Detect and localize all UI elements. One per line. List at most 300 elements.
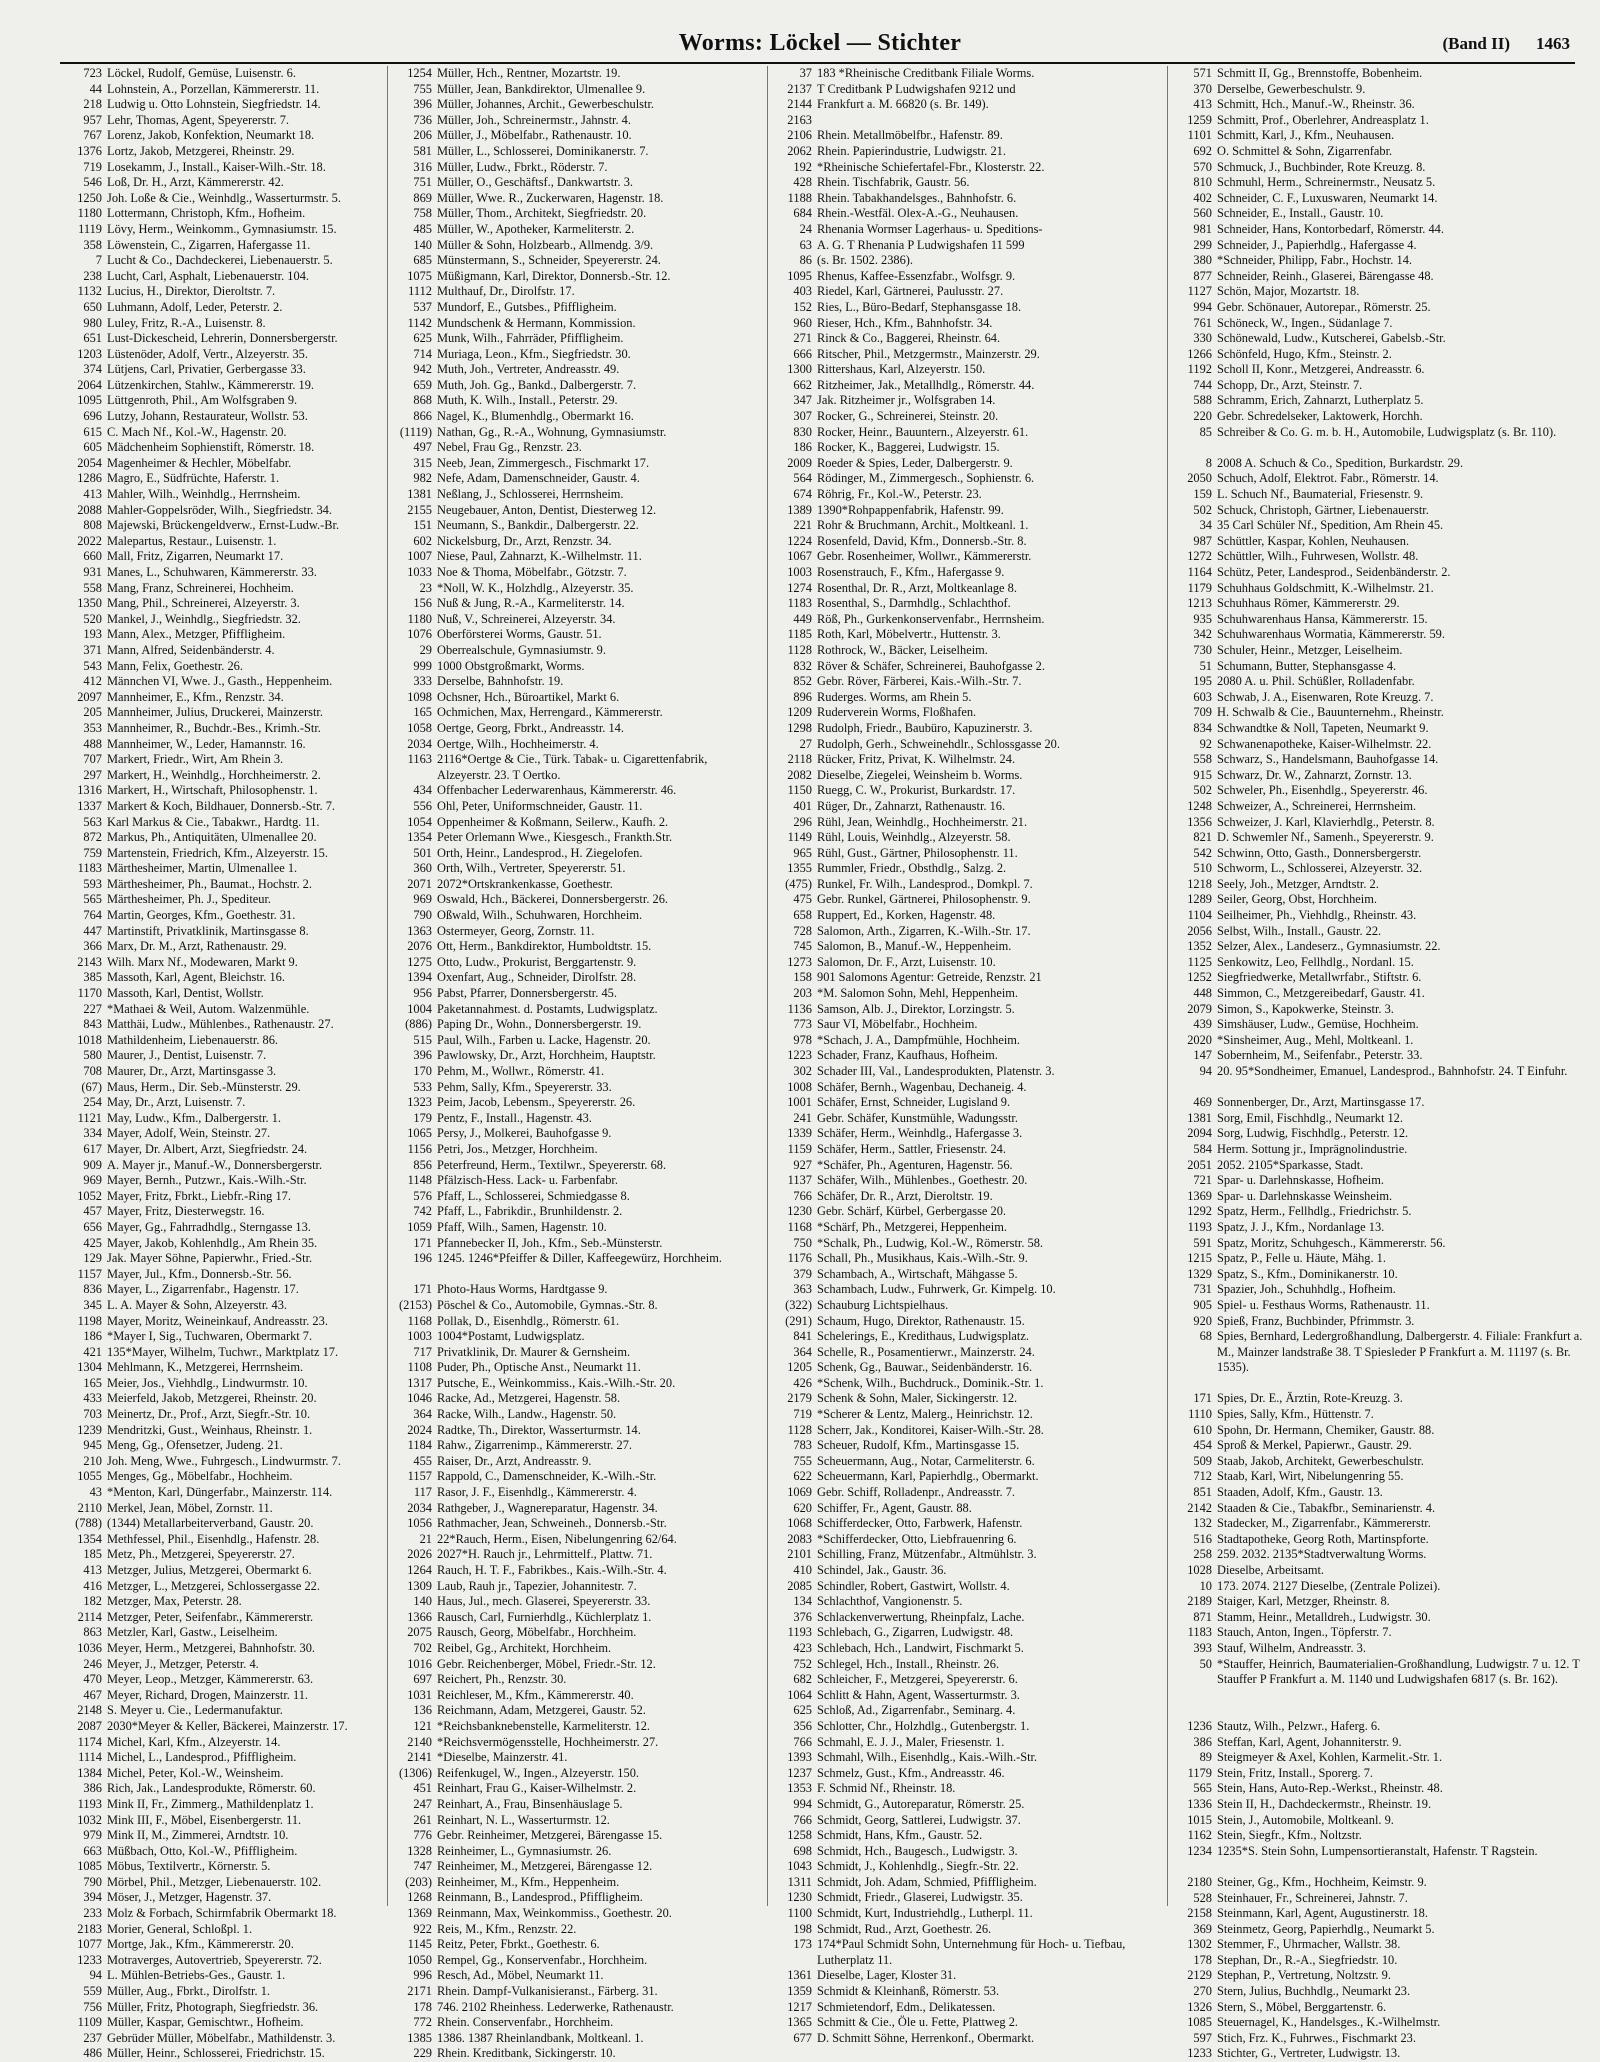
- directory-entry: [1170, 1984, 1585, 2000]
- phone-number: 2189: [1187, 1594, 1212, 1609]
- phone-number: 2034: [407, 736, 432, 751]
- phone-number: 834: [1193, 720, 1212, 735]
- phone-number: 185: [83, 1547, 102, 1562]
- subscriber-entry: Schlachthof, Vangionenstr. 5.: [817, 1594, 963, 1609]
- subscriber-entry: Samson, Alb. J., Direktor, Lorzingstr. 5.: [817, 1001, 1015, 1016]
- directory-entry: [60, 1735, 380, 1751]
- page-number: 1463: [1536, 34, 1570, 53]
- directory-entry: [60, 737, 380, 753]
- subscriber-entry: Gebr. Schönauer, Autorepar., Römerstr. 25.: [1217, 299, 1431, 314]
- directory-entry: [60, 549, 380, 565]
- directory-entry: [390, 908, 760, 924]
- subscriber-entry: Rieser, Hch., Kfm., Bahnhofstr. 34.: [817, 315, 993, 330]
- subscriber-entry: Gebr. Schäfer, Kunstmühle, Wadungsstr.: [817, 1110, 1018, 1125]
- phone-number: 171: [413, 1235, 432, 1250]
- directory-entry: [1170, 1002, 1585, 1018]
- subscriber-entry: 135*Mayer, Wilhelm, Tuchwr., Marktplatz 17.: [107, 1344, 339, 1359]
- phone-number: 371: [83, 642, 102, 657]
- directory-entry: [60, 955, 380, 971]
- phone-number: 85: [1199, 424, 1212, 439]
- subscriber-entry: Riedel, Karl, Gärtnerei, Paulusstr. 27.: [817, 284, 1004, 299]
- phone-number: 1127: [1187, 284, 1212, 299]
- phone-number: 651: [83, 331, 102, 346]
- phone-number: 434: [413, 783, 432, 798]
- phone-number: 2051: [1187, 1157, 1212, 1172]
- subscriber-entry: Mannheimer, Julius, Druckerei, Mainzerstr.: [107, 705, 323, 720]
- subscriber-entry: Pawlowsky, Dr., Arzt, Horchheim, Hauptstr.: [437, 1048, 656, 1063]
- subscriber-entry: Schmahl, Wilh., Eisenhdlg., Kais.-Wilh.-Str.: [817, 1750, 1038, 1765]
- phone-number: 2071: [407, 876, 432, 891]
- phone-number: (1306): [398, 1765, 432, 1780]
- directory-entry: [390, 1859, 760, 1875]
- subscriber-entry: Maus, Herm., Dir. Seb.-Münsterstr. 29.: [107, 1079, 301, 1094]
- phone-number: 712: [1193, 1469, 1212, 1484]
- phone-number: 1016: [407, 1656, 432, 1671]
- phone-number: 86: [799, 253, 812, 268]
- directory-entry: [770, 1423, 1160, 1439]
- phone-number: 1203: [77, 346, 102, 361]
- subscriber-entry: Ochmichen, Max, Herrengard., Kämmererstr.: [437, 705, 663, 720]
- subscriber-entry: Mayer, Adolf, Wein, Steinstr. 27.: [107, 1126, 271, 1141]
- directory-entry: [390, 1220, 760, 1236]
- phone-number: 979: [83, 1828, 102, 1843]
- subscriber-entry: 22*Rauch, Herm., Eisen, Nibelungenring 62/64.: [437, 1531, 677, 1546]
- directory-entry: [60, 1454, 380, 1470]
- phone-number: 736: [413, 112, 432, 127]
- subscriber-entry: Stemmer, F., Uhrmacher, Wallstr. 38.: [1217, 1937, 1401, 1952]
- directory-entry: [770, 1984, 1160, 2000]
- directory-entry: [1170, 316, 1585, 332]
- phone-number: 999: [413, 658, 432, 673]
- directory-entry: [1170, 518, 1585, 534]
- subscriber-entry: Rhein. Tabakhandelsges., Bahnhofstr. 6.: [817, 190, 1017, 205]
- subscriber-entry: Schwarz, S., Handelsmann, Bauhofgasse 14.: [1217, 752, 1439, 767]
- subscriber-entry: 174*Paul Schmidt Sohn, Unternehmung für Hoch- u. Tiefbau, Lutherplatz 11.: [817, 1937, 1126, 1967]
- subscriber-entry: Joh. Loße & Cie., Weinhdlg., Wasserturmstr. 5.: [107, 190, 341, 205]
- directory-entry: [770, 549, 1160, 565]
- phone-number: 602: [413, 533, 432, 548]
- phone-number: 455: [413, 1453, 432, 1468]
- phone-number: 1198: [77, 1313, 102, 1328]
- phone-number: 271: [793, 331, 812, 346]
- directory-entry: [60, 1828, 380, 1844]
- subscriber-entry: Wilh. Marx Nf., Modewaren, Markt 9.: [107, 954, 298, 969]
- subscriber-entry: Mann, Alex., Metzger, Pfiffligheim.: [107, 627, 286, 642]
- directory-entry: [60, 1703, 380, 1719]
- directory-entry: [60, 659, 380, 675]
- subscriber-entry: Scholl II, Konr., Metzgerei, Andreasstr. 6.: [1217, 362, 1425, 377]
- phone-number: 1292: [1187, 1204, 1212, 1219]
- directory-entry: [1170, 378, 1585, 394]
- subscriber-entry: Schäfer, Wilh., Mühlenbes., Goethestr. 20.: [817, 1173, 1028, 1188]
- directory-entry: [770, 1968, 1160, 1984]
- subscriber-entry: Müller, L., Schlosserei, Dominikanerstr. 7.: [437, 143, 649, 158]
- subscriber-entry: Müller, Hch., Rentner, Mozartstr. 19.: [437, 66, 621, 80]
- subscriber-entry: Reinmann, Max, Weinkommiss., Goethestr. 20.: [437, 1906, 672, 1921]
- directory-entry: [390, 1329, 760, 1345]
- directory-entry: [770, 1594, 1160, 1610]
- phone-number: 196: [413, 1251, 432, 1266]
- directory-entry: [770, 1657, 1160, 1673]
- phone-number: 334: [83, 1126, 102, 1141]
- directory-entry: [60, 1922, 380, 1938]
- subscriber-entry: Schmitt II, Gg., Brennstoffe, Bobenheim.: [1217, 66, 1423, 80]
- directory-entry: [60, 2015, 380, 2031]
- phone-number: 965: [793, 845, 812, 860]
- directory-entry: [390, 1485, 760, 1501]
- directory-entry: [390, 1423, 760, 1439]
- phone-number: 2155: [407, 502, 432, 517]
- subscriber-entry: Orth, Wilh., Vertreter, Speyererstr. 51.: [437, 861, 626, 876]
- phone-number: 92: [1199, 736, 1212, 751]
- directory-entry: [770, 674, 1160, 690]
- directory-entry: [1170, 1033, 1585, 1049]
- directory-entry: [770, 1859, 1160, 1875]
- directory-entry: [1170, 939, 1585, 955]
- phone-number: 755: [793, 1453, 812, 1468]
- directory-entry: [60, 253, 380, 269]
- subscriber-entry: Schlebach, G., Zigarren, Ludwigstr. 48.: [817, 1625, 1014, 1640]
- phone-number: (322): [785, 1297, 812, 1312]
- subscriber-entry: Schön, Major, Mozartstr. 18.: [1217, 284, 1360, 299]
- phone-number: 692: [1193, 143, 1212, 158]
- phone-number: 1168: [787, 1219, 812, 1234]
- directory-entry: [390, 1968, 760, 1984]
- phone-number: 1272: [1187, 549, 1212, 564]
- page-title: Worms: Löckel — Stichter: [678, 30, 962, 56]
- directory-entry: [60, 1516, 380, 1532]
- subscriber-entry: May, Dr., Arzt, Luisenstr. 7.: [107, 1095, 246, 1110]
- subscriber-entry: May, Ludw., Kfm., Dalbergerstr. 1.: [107, 1110, 282, 1125]
- phone-number: 43: [89, 1485, 102, 1500]
- phone-number: 742: [413, 1204, 432, 1219]
- directory-entry: [390, 518, 760, 534]
- phone-number: 625: [793, 1703, 812, 1718]
- subscriber-entry: Schmidt, G., Autoreparatur, Römerstr. 25.: [817, 1796, 1025, 1811]
- subscriber-entry: Rappold, C., Damenschneider, K.-Wilh.-Str.: [437, 1469, 657, 1484]
- directory-entry: [60, 1095, 380, 1111]
- phone-number: 871: [1193, 1609, 1212, 1624]
- directory-entry: [770, 1204, 1160, 1220]
- subscriber-entry: Schwandtke & Noll, Tapeten, Neumarkt 9.: [1217, 720, 1429, 735]
- phone-number: 1110: [1188, 1407, 1212, 1422]
- directory-entry: [770, 1360, 1160, 1376]
- directory-entry: [770, 1719, 1160, 1735]
- subscriber-entry: Mayer, Jakob, Kohlenhdlg., Am Rhein 35.: [107, 1235, 318, 1250]
- directory-entry: [770, 1189, 1160, 1205]
- directory-entry: [390, 1142, 760, 1158]
- phone-number: 790: [413, 908, 432, 923]
- subscriber-entry: *Dieselbe, Mainzerstr. 41.: [437, 1750, 568, 1765]
- directory-entry: [390, 892, 760, 908]
- phone-number: 1193: [77, 1796, 102, 1811]
- subscriber-entry: Schmidt & Kleinhanß, Römerstr. 53.: [817, 1984, 1000, 1999]
- subscriber-entry: Orth, Heinr., Landesprod., H. Ziegelofen.: [437, 845, 643, 860]
- directory-entry: [60, 1859, 380, 1875]
- subscriber-entry: Schelerings, E., Kredithaus, Ludwigsplatz.: [817, 1329, 1029, 1344]
- subscriber-entry: Runkel, Fr. Wilh., Landesprod., Domkpl. 7.: [817, 876, 1033, 891]
- phone-number: 776: [413, 1828, 432, 1843]
- directory-entry: [60, 160, 380, 176]
- subscriber-entry: 20. 95*Sondheimer, Emanuel, Landesprod., Bahnhofstr. 24. T Einfuhr.: [1217, 1064, 1568, 1078]
- subscriber-entry: Rödinger, M., Zimmergesch., Sophienstr. 6.: [817, 471, 1035, 486]
- phone-number: 709: [1193, 705, 1212, 720]
- directory-entry: [1170, 66, 1585, 82]
- subscriber-entry: Schneider, E., Install., Gaustr. 10.: [1217, 206, 1384, 221]
- directory-entry: [770, 970, 1160, 986]
- subscriber-entry: Rhein. Dampf-Vulkanisieranst., Färberg. 31.: [437, 1984, 658, 1999]
- phone-number: 171: [1193, 1391, 1212, 1406]
- phone-number: 2110: [77, 1500, 102, 1515]
- directory-entry: [1170, 269, 1585, 285]
- subscriber-entry: *Schenk, Wilh., Buchdruck., Dominik.-Str. 1.: [817, 1375, 1044, 1390]
- phone-number: 987: [1193, 533, 1212, 548]
- subscriber-entry: Rhenus, Kaffee-Essenzfabr., Wolfsgr. 9.: [817, 268, 1016, 283]
- subscriber-entry: 1004*Postamt, Ludwigsplatz.: [437, 1329, 585, 1344]
- phone-number: 1067: [787, 549, 812, 564]
- phone-number: 1108: [407, 1360, 432, 1375]
- directory-entry: [60, 1080, 380, 1096]
- directory-entry: [770, 487, 1160, 503]
- directory-entry: [770, 1703, 1160, 1719]
- directory-entry: [770, 1906, 1160, 1922]
- phone-number: 1121: [77, 1110, 102, 1125]
- directory-entry: [60, 487, 380, 503]
- subscriber-entry: Karl Markus & Cie., Tabakwr., Hardtg. 11.: [107, 814, 320, 829]
- subscriber-entry: Mang, Phil., Schreinerei, Alzeyerstr. 3.: [107, 596, 300, 611]
- subscriber-entry: Oberförsterei Worms, Gaustr. 51.: [437, 627, 602, 642]
- directory-entry: [770, 1890, 1160, 1906]
- subscriber-entry: Schneider, J., Papierhdlg., Hafergasse 4.: [1217, 237, 1417, 252]
- subscriber-entry: Muth, Joh., Vertreter, Andreasstr. 49.: [437, 362, 620, 377]
- directory-entry: [770, 1610, 1160, 1626]
- directory-entry: [770, 331, 1160, 347]
- phone-number: 296: [793, 814, 812, 829]
- phone-number: 1176: [787, 1251, 812, 1266]
- phone-number: 1043: [787, 1859, 812, 1874]
- directory-entry: [60, 705, 380, 721]
- subscriber-entry: *Schärf, Ph., Metzgerei, Heppenheim.: [817, 1219, 1007, 1234]
- subscriber-entry: Stichter, G., Vertreter, Ludwigstr. 13.: [1217, 2046, 1401, 2061]
- subscriber-entry: Malepartus, Restaur., Luisenstr. 1.: [107, 533, 277, 548]
- subscriber-entry: Schäfer, Ernst, Schneider, Lugisland 9.: [817, 1095, 1011, 1110]
- phone-number: 179: [413, 1110, 432, 1125]
- subscriber-entry: Rauch, H. T. F., Fabrikbes., Kais.-Wilh.-Str. 4.: [437, 1563, 667, 1577]
- directory-entry: [1170, 1610, 1585, 1626]
- subscriber-entry: Spies, Dr. E., Ärztin, Rote-Kreuzg. 3.: [1217, 1391, 1403, 1406]
- phone-number: 581: [413, 143, 432, 158]
- directory-entry: [770, 1220, 1160, 1236]
- phone-number: 2056: [1187, 923, 1212, 938]
- directory-entry: [60, 1111, 380, 1127]
- directory-entry: [60, 1968, 380, 1984]
- subscriber-entry: Marx, Dr. M., Arzt, Rathenaustr. 29.: [107, 939, 287, 954]
- subscriber-entry: *Sinsheimer, Aug., Mehl, Moltkeanl. 1.: [1217, 1032, 1414, 1047]
- directory-entry: [770, 440, 1160, 456]
- phone-number: 1248: [1187, 798, 1212, 813]
- phone-number: (203): [405, 1874, 432, 1889]
- directory-entry: [1170, 752, 1585, 768]
- subscriber-entry: Mink III, F., Möbel, Eisenbergerstr. 11.: [107, 1812, 302, 1827]
- subscriber-entry: Neugebauer, Anton, Dentist, Diesterweg 12.: [437, 502, 657, 517]
- phone-number: 23: [419, 580, 432, 595]
- subscriber-entry: Rüger, Dr., Zahnarzt, Rathenaustr. 16.: [817, 798, 1006, 813]
- subscriber-entry: Schüttler, Wilh., Fuhrwesen, Wollstr. 48.: [1217, 549, 1419, 564]
- directory-entry: [770, 1454, 1160, 1470]
- directory-entry: [390, 1095, 760, 1111]
- directory-entry: [390, 1360, 760, 1376]
- phone-number: 565: [83, 892, 102, 907]
- phone-number: 2141: [407, 1750, 432, 1765]
- subscriber-entry: Staaden, Adolf, Kfm., Gaustr. 13.: [1217, 1485, 1383, 1500]
- directory-entry: [390, 565, 760, 581]
- phone-number: 719: [83, 159, 102, 174]
- phone-number: 1316: [77, 783, 102, 798]
- phone-number: 1252: [1187, 970, 1212, 985]
- subscriber-entry: 1235*S. Stein Sohn, Lumpensortieranstalt, Hafenstr. T Ragstein.: [1217, 1843, 1538, 1858]
- directory-entry: [60, 1890, 380, 1906]
- subscriber-entry: Mayer, Dr. Albert, Arzt, Siegfriedstr. 24.: [107, 1141, 308, 1156]
- phone-number: 682: [793, 1672, 812, 1687]
- subscriber-entry: Reinheimer, M., Kfm., Heppenheim.: [437, 1874, 620, 1889]
- directory-entry: [60, 2000, 380, 2016]
- subscriber-entry: Mannheimer, W., Leder, Hamannstr. 16.: [107, 736, 306, 751]
- subscriber-entry: Stadecker, M., Zigarrenfabr., Kämmererstr.: [1217, 1516, 1431, 1531]
- subscriber-entry: Schuhwarenhaus Hansa, Kämmererstr. 15.: [1217, 611, 1428, 626]
- directory-entry: [60, 1688, 380, 1704]
- subscriber-entry: Scherr, Jak., Konditorei, Kaiser-Wilh.-Str. 28.: [817, 1422, 1044, 1437]
- subscriber-entry: Rühl, Louis, Weinhdlg., Alzeyerstr. 58.: [817, 830, 1011, 845]
- subscriber-entry: Mathildenheim, Liebenauerstr. 86.: [107, 1032, 279, 1047]
- subscriber-entry: Schmitt, Prof., Oberlehrer, Andreasplatz 1.: [1217, 112, 1429, 127]
- phone-number: 467: [83, 1687, 102, 1702]
- subscriber-entry: Schweizer, A., Schreinerei, Herrnsheim.: [1217, 798, 1417, 813]
- phone-number: 178: [413, 1999, 432, 2014]
- phone-number: 413: [83, 487, 102, 502]
- directory-entry: [1170, 1641, 1585, 1657]
- subscriber-entry: Stein, Fritz, Install., Sporerg. 7.: [1217, 1765, 1374, 1780]
- phone-number: 656: [83, 1219, 102, 1234]
- subscriber-entry: Persy, J., Molkerei, Bauhofgasse 9.: [437, 1126, 612, 1141]
- phone-number: 674: [793, 487, 812, 502]
- phone-number: 342: [1193, 627, 1212, 642]
- phone-number: 761: [1193, 315, 1212, 330]
- directory-entry: [60, 1126, 380, 1142]
- subscriber-entry: Paul, Wilh., Farben u. Lacke, Hagenstr. 20.: [437, 1032, 651, 1047]
- phone-number: 658: [793, 908, 812, 923]
- directory-entry: [390, 1111, 760, 1127]
- phone-number: 94: [1199, 1064, 1212, 1078]
- phone-number: 730: [1193, 642, 1212, 657]
- subscriber-entry: Steinmetz, Georg, Papierhdlg., Neumarkt 5.: [1217, 1921, 1435, 1936]
- subscriber-entry: Lüttgenroth, Phil., Am Wolfsgraben 9.: [107, 393, 298, 408]
- subscriber-entry: Müßigmann, Karl, Direktor, Donnersb.-Str. 12.: [437, 268, 671, 283]
- subscriber-entry: Mann, Alfred, Seidenbänderstr. 4.: [107, 642, 275, 657]
- directory-entry: [1170, 1735, 1585, 1751]
- directory-entry: [60, 1766, 380, 1782]
- directory-entry: [60, 1438, 380, 1454]
- directory-entry: [1170, 1282, 1585, 1298]
- subscriber-entry: Noe & Thoma, Möbelfabr., Götzstr. 7.: [437, 565, 627, 579]
- phone-number: 1032: [77, 1812, 102, 1827]
- subscriber-entry: Schloß, Ad., Zigarrenfabr., Seminarg. 4.: [817, 1703, 1016, 1718]
- subscriber-entry: Meng, Gg., Ofensetzer, Judeng. 21.: [107, 1438, 283, 1453]
- directory-entry: [60, 222, 380, 238]
- phone-number: 158: [793, 970, 812, 985]
- phone-number: 685: [413, 253, 432, 268]
- subscriber-entry: Majewski, Brückengeldverw., Ernst-Ludw.-Br.: [107, 518, 340, 533]
- directory-entry: [390, 1236, 760, 1252]
- subscriber-entry: 173. 2074. 2127 Dieselbe, (Zentrale Polizei).: [1217, 1578, 1441, 1593]
- directory-entry: [60, 596, 380, 612]
- subscriber-entry: Rocker, Heinr., Bauuntern., Alzeyerstr. 61.: [817, 424, 1029, 439]
- phone-number: 366: [83, 939, 102, 954]
- phone-number: 1376: [77, 143, 102, 158]
- subscriber-entry: Matthäi, Ludw., Mühlenbes., Rathenaustr. 27.: [107, 1017, 334, 1032]
- directory-entry: [390, 721, 760, 737]
- directory-entry: [60, 82, 380, 98]
- directory-entry: [390, 1922, 760, 1938]
- phone-number: 1156: [407, 1141, 432, 1156]
- subscriber-entry: Röver & Schäfer, Schreinerei, Bauhofgasse 2.: [817, 658, 1045, 673]
- subscriber-entry: Mayer, Gg., Fahrradhdlg., Sterngasse 13.: [107, 1219, 311, 1234]
- directory-entry: [60, 206, 380, 222]
- phone-number: 1031: [407, 1687, 432, 1702]
- directory-entry: [770, 2000, 1160, 2016]
- directory-entry: [390, 830, 760, 846]
- phone-number: 370: [1193, 81, 1212, 96]
- directory-entry: [60, 1953, 380, 1969]
- phone-number: 617: [83, 1141, 102, 1156]
- directory-entry: [390, 877, 760, 893]
- phone-number: 24: [799, 221, 812, 236]
- directory-entry: [770, 643, 1160, 659]
- subscriber-entry: (s. Br. 1502. 2386).: [817, 253, 914, 268]
- subscriber-entry: Mang, Franz, Schreinerei, Hochheim.: [107, 580, 294, 595]
- subscriber-entry: Oßwald, Wilh., Schuhwaren, Horchheim.: [437, 908, 643, 923]
- subscriber-entry: Müller, Kaspar, Gemischtwr., Hofheim.: [107, 2015, 304, 2030]
- subscriber-entry: *Mayer I, Sig., Tuchwaren, Obermarkt 7.: [107, 1329, 313, 1344]
- subscriber-entry: 259. 2032. 2135*Stadtverwaltung Worms.: [1217, 1547, 1427, 1562]
- phone-number: 423: [793, 1640, 812, 1655]
- phone-number: 356: [793, 1718, 812, 1733]
- phone-number: 510: [1193, 861, 1212, 876]
- directory-entry: [770, 627, 1160, 643]
- directory-entry: [770, 456, 1160, 472]
- directory-entry: [1170, 1594, 1585, 1610]
- subscriber-entry: Rocker, K., Baggerei, Ludwigstr. 15.: [817, 440, 1000, 455]
- directory-entry: [390, 175, 760, 191]
- subscriber-entry: Müßbach, Otto, Kol.-W., Pfiffligheim.: [107, 1843, 298, 1858]
- directory-entry: [770, 1844, 1160, 1860]
- phone-number: 307: [793, 409, 812, 424]
- directory-entry: [1170, 503, 1585, 519]
- directory-entry: [390, 2046, 760, 2062]
- phone-number: 1356: [1187, 814, 1212, 829]
- directory-entry: [390, 1391, 760, 1407]
- directory-entry: [60, 1532, 380, 1548]
- directory-entry: [60, 1251, 380, 1267]
- directory-entry: [390, 238, 760, 254]
- directory-entry: [1170, 1968, 1585, 1984]
- phone-number: 1250: [77, 190, 102, 205]
- directory-entry: [390, 1002, 760, 1018]
- subscriber-entry: Peim, Jacob, Lebensm., Speyererstr. 26.: [437, 1095, 636, 1110]
- phone-number: 396: [413, 1048, 432, 1063]
- subscriber-entry: Markus, Ph., Antiquitäten, Ulmenallee 20.: [107, 830, 317, 845]
- subscriber-entry: Staab, Karl, Wirt, Nibelungenring 55.: [1217, 1469, 1404, 1484]
- phone-number: 721: [1193, 1173, 1212, 1188]
